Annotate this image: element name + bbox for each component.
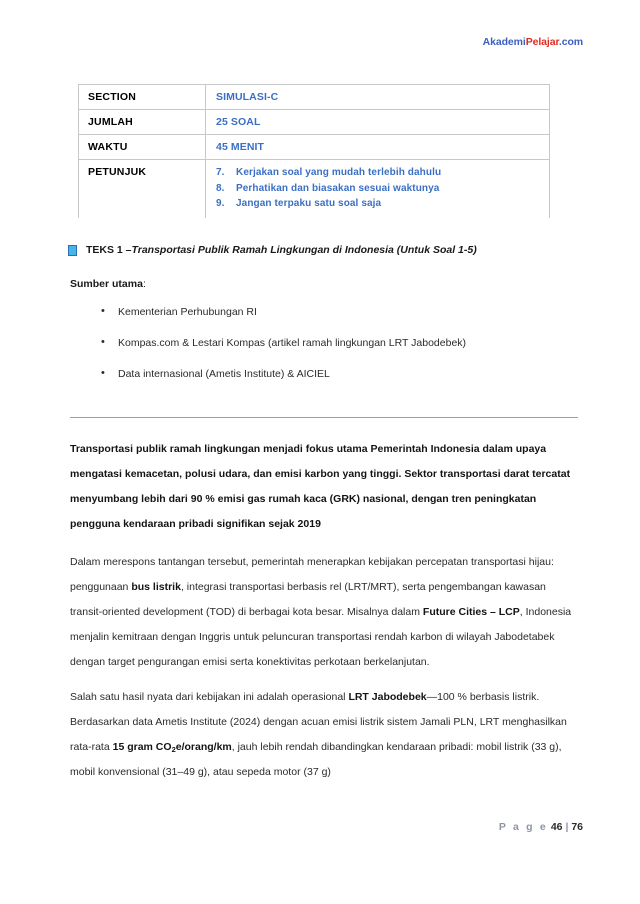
sumber-list — [70, 305, 540, 398]
brand-part-domain: .com — [558, 36, 583, 48]
row-value-section: SIMULASI-C — [206, 85, 550, 110]
brand-part-pelajar: Pelajar — [525, 36, 559, 48]
petunjuk-text: Jangan terpaku satu soal saja — [236, 198, 382, 209]
p2-bold-bus-listrik: bus listrik — [131, 581, 181, 593]
section-divider — [70, 417, 578, 418]
square-bullet-icon — [68, 245, 77, 256]
petunjuk-number: 7. — [216, 167, 225, 178]
row-value-petunjuk — [206, 160, 550, 218]
sumber-label: Sumber utama — [70, 278, 143, 290]
table-row-jumlah — [79, 110, 550, 135]
p3-text-d: , jauh lebih rendah dibandingkan kendaraan pribadi: mobil listrik (33 g), mobil konvensional (31–49 g), atau sepeda motor (37 g) — [70, 741, 562, 778]
petunjuk-number: 8. — [216, 182, 225, 194]
teks-heading-title: Transportasi Publik Ramah Lingkungan di Indonesia (Untuk Soal 1-5) — [131, 244, 477, 256]
list-item: • Kementerian Perhubungan RI — [70, 305, 540, 319]
row-value-waktu: 45 MENIT — [206, 135, 550, 160]
p3-text-a: Salah satu hasil nyata dari kebijakan ini adalah operasional — [70, 691, 349, 703]
passage-paragraph-2 — [70, 550, 579, 675]
brand-part-akademi: Akademi — [482, 36, 526, 48]
p3-bold-lrt-jabodebek: LRT Jabodebek — [348, 691, 427, 703]
list-item: • Kompas.com & Lestari Kompas (artikel ramah lingkungan LRT Jabodebek) — [70, 336, 540, 350]
footer-current-page: 46 — [550, 821, 563, 833]
row-value-jumlah: 25 SOAL — [206, 110, 550, 135]
passage-paragraph-1: Transportasi publik ramah lingkungan menjadi fokus utama Pemerintah Indonesia dalam upaya mengatasi kemacetan, polusi udara, dan emisi karbon yang tinggi. Sektor transportasi darat tercatat menyumbang lebih dari 90 % emisi gas rumah kaca (GRK) nasional, dengan tren peningkatan pengguna kendaraan pribadi signifikan sejak 2019 — [70, 443, 571, 530]
reading-passage-body — [70, 437, 579, 795]
p3-emission-pre: 15 gram CO — [112, 741, 172, 753]
footer-page-word: P a g e — [498, 821, 548, 833]
sumber-colon: : — [142, 278, 146, 290]
list-item — [216, 165, 549, 181]
p2-bold-future-cities: Future Cities – LCP — [422, 606, 520, 618]
p3-bold-emission-value — [113, 741, 232, 753]
footer-separator: | — [565, 821, 569, 833]
row-label-jumlah: JUMLAH — [79, 110, 206, 135]
petunjuk-text: Perhatikan dan biasakan sesuai waktunya — [236, 182, 440, 194]
table-row-petunjuk — [79, 160, 550, 218]
table-row-waktu — [79, 135, 550, 160]
table-row-section — [79, 85, 550, 110]
p2-text-a: Dalam merespons tantangan tersebut, pemerintah menerapkan kebijakan percepatan transportasi hijau: penggunaan — [70, 556, 554, 593]
petunjuk-list — [216, 165, 549, 212]
p2-text-c: , integrasi transportasi berbasis rel (LRT/MRT), serta pengembangan kawasan transit-oriented development (TOD) di berbagai kota besar. Misalnya dalam — [70, 581, 546, 618]
row-label-waktu: WAKTU — [79, 135, 206, 160]
passage-paragraph-3 — [70, 685, 579, 785]
list-item — [216, 196, 549, 212]
site-brand-logo — [483, 36, 583, 48]
row-label-petunjuk: PETUNJUK — [79, 160, 206, 218]
teks-heading — [68, 244, 477, 256]
exam-info-table — [78, 84, 550, 218]
p2-text-d: , Indonesia menjalin kemitraan dengan Inggris untuk peluncuran transportasi rendah karbon di wilayah Jabodetabek dengan target pengurangan emisi serta konektivitas perkotaan berkelanjutan. — [70, 606, 572, 668]
row-label-section: SECTION — [79, 85, 206, 110]
p3-emission-post: e/orang/km — [175, 741, 232, 753]
p3-emission-subscript: 2 — [171, 745, 176, 754]
sumber-utama-heading — [70, 278, 146, 290]
list-item: • Data internasional (Ametis Institute) & AICIEL — [70, 367, 540, 381]
petunjuk-text: Kerjakan soal yang mudah terlebih dahulu — [236, 167, 442, 178]
teks-heading-label: TEKS 1 – — [86, 244, 132, 256]
list-item — [216, 181, 549, 197]
footer-total-pages: 76 — [571, 821, 583, 833]
p3-text-c: —100 % berbasis listrik. Berdasarkan data Ametis Institute (2024) dengan acuan emisi listrik sistem Jamali PLN, LRT menghasilkan rata-rata — [70, 691, 567, 753]
page-footer — [499, 821, 583, 833]
petunjuk-number: 9. — [216, 198, 225, 209]
